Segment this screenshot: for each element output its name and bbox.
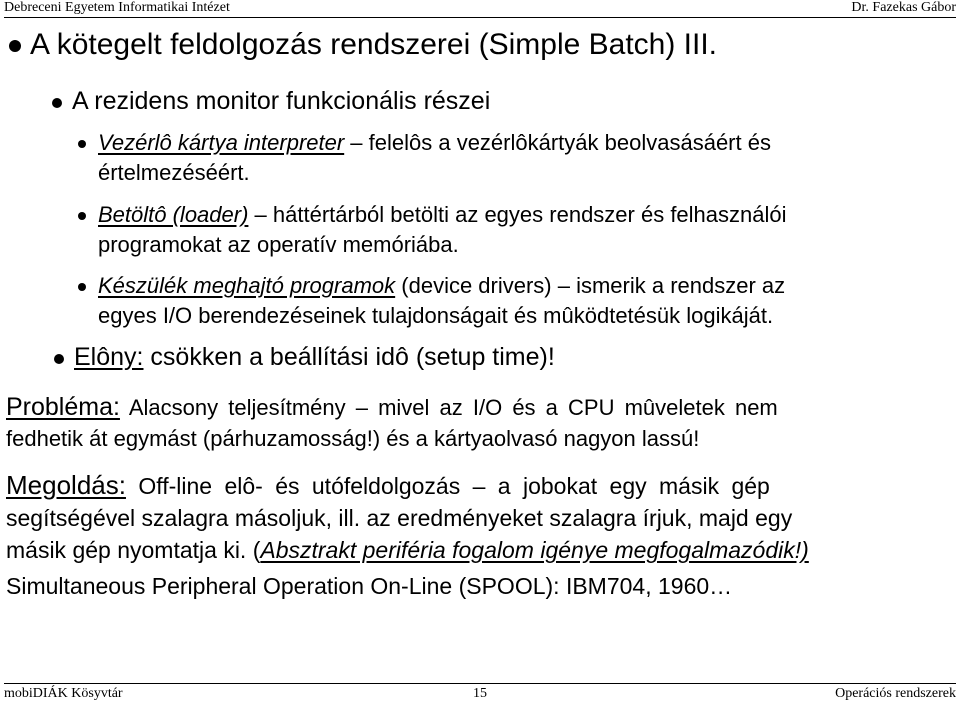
item-3-term: Készülék meghajtó programok [98, 273, 396, 298]
slide-title: A kötegelt feldolgozás rendszerei (Simple Batch) III. [30, 28, 718, 61]
item-1-line-1 [98, 128, 771, 158]
item-bullet-icon [78, 140, 86, 148]
item-bullet-icon [78, 212, 86, 220]
section-heading: A rezidens monitor funkcionális részei [72, 87, 491, 115]
footer-rule [4, 683, 956, 684]
problema-line-2: fedhetik át egymást (párhuzamosság!) és a kártyaolvasó nagyon lassú! [6, 426, 700, 451]
item-3-line-2: egyes I/O berendezéseinek tulajdonságait és mûködtetésük logikáját. [98, 303, 774, 328]
megoldas-line-1 [6, 470, 770, 501]
header-rule [4, 17, 956, 18]
item-1-text: – felelôs a vezérlôkártyák beolvasásáért és [344, 130, 771, 155]
header-institution: Debreceni Egyetem Informatikai Intézet [4, 0, 230, 15]
section-bullet-icon [52, 98, 62, 108]
page-footer [4, 686, 956, 702]
page-number: 15 [473, 686, 487, 701]
item-bullet-icon [78, 283, 86, 291]
megoldas-line-2: segítségével szalagra másoljuk, ill. az eredményeket szalagra írjuk, majd egy [6, 505, 793, 531]
page-header [4, 0, 956, 16]
item-2-line-1 [98, 200, 787, 230]
megoldas-line-3 [6, 535, 809, 565]
item-3-text: (device drivers) – ismerik a rendszer az [395, 273, 786, 298]
megoldas-emphasis: Absztrakt periféria fogalom igénye megfogalmazódik!) [260, 537, 809, 563]
problema-label: Probléma: [6, 393, 120, 421]
item-2-term: Betöltô (loader) [98, 202, 249, 227]
elony-line [74, 342, 555, 372]
item-2-text: – háttértárból betölti az egyes rendszer és felhasználói [248, 202, 787, 227]
item-3-line-1 [98, 271, 785, 301]
problema-line-1 [6, 392, 778, 423]
title-bullet-icon [9, 40, 21, 52]
header-author: Dr. Fazekas Gábor [851, 0, 956, 15]
megoldas-text-1: Off-line elô- és utófeldolgozás – a jobokat egy másik gép [125, 473, 770, 499]
elony-label: Elôny: [74, 343, 144, 371]
megoldas-text-3: másik gép nyomtatja ki. ( [6, 537, 261, 563]
elony-bullet-icon [54, 354, 64, 364]
item-1-line-2: értelmezéséért. [98, 160, 250, 185]
item-1-term: Vezérlô kártya interpreter [98, 130, 345, 155]
footer-course: Operációs rendszerek [835, 686, 956, 701]
megoldas-label: Megoldás: [6, 470, 126, 500]
item-2-line-2: programokat az operatív memóriába. [98, 232, 459, 257]
spool-line: Simultaneous Peripheral Operation On-Line (SPOOL): IBM704, 1960… [6, 573, 733, 599]
footer-library: mobiDIÁK Kösyvtár [4, 686, 123, 701]
elony-text: csökken a beállítási idô (setup time)! [143, 343, 555, 371]
problema-text-1: Alacsony teljesítmény – mivel az I/O és a CPU mûveletek nem [119, 395, 778, 420]
